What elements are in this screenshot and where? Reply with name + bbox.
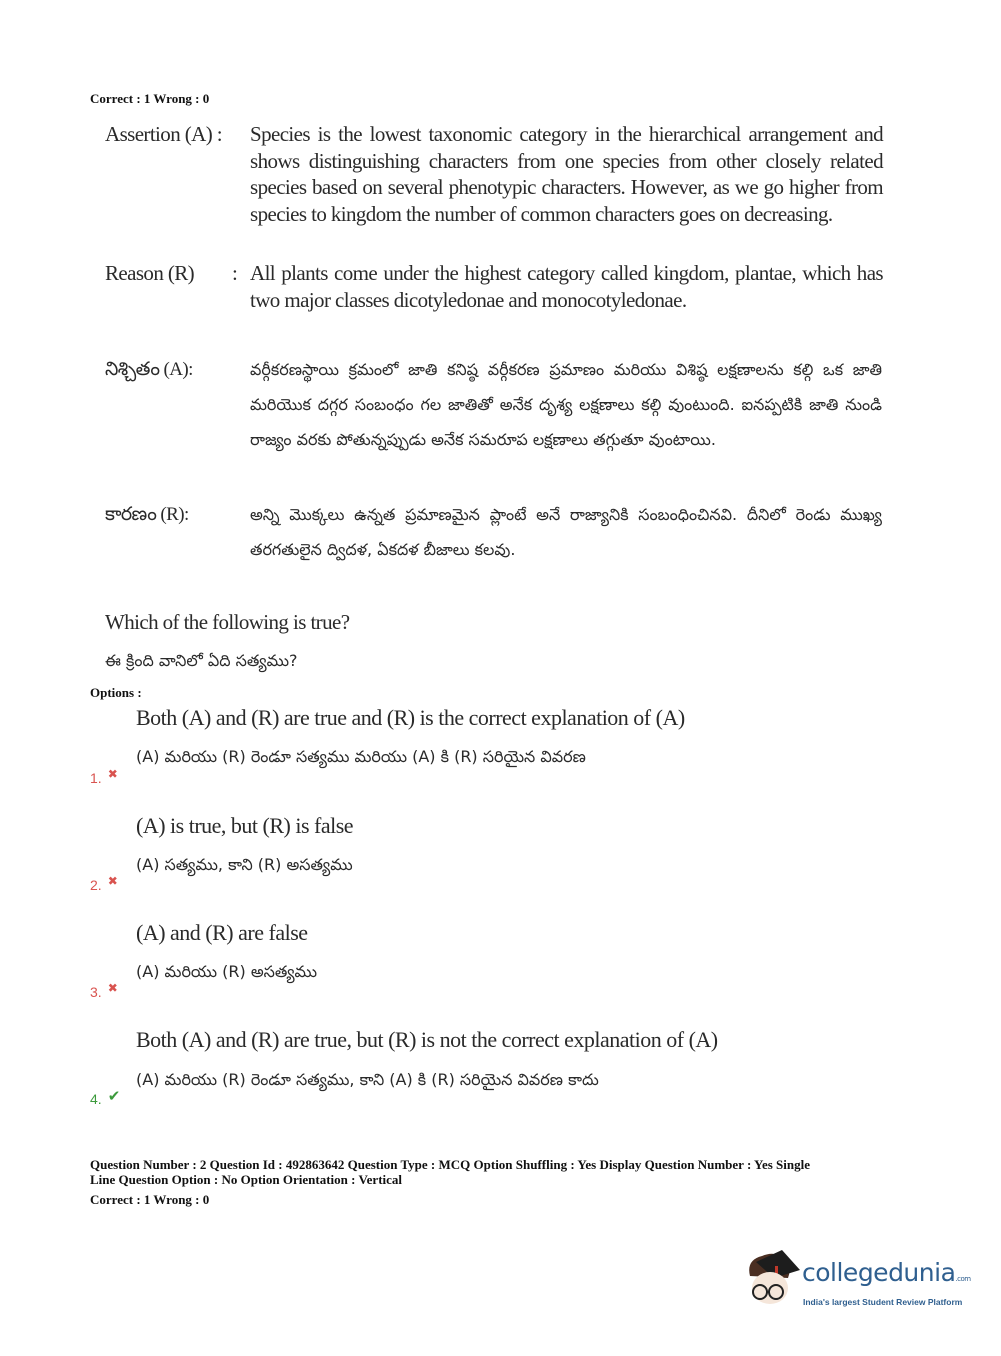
assertion-label-telugu: నిశ్చితం (A):: [105, 359, 193, 380]
mascot-icon: [742, 1248, 802, 1318]
option-text-telugu: (A) మరియు (R) అసత్యము: [136, 962, 318, 981]
option-number: 4. ✔: [90, 1088, 121, 1107]
question-metadata: [90, 1157, 810, 1187]
option-text: (A) is true, but (R) is false: [136, 813, 354, 838]
reason-colon: :: [232, 261, 238, 285]
question-prompt: Which of the following is true?: [105, 610, 350, 634]
reason-label-telugu: కారణం (R):: [105, 504, 189, 525]
reason-text: All plants come under the highest category called kingdom, plantae, which has two major classes dicotyledonae and monocotyledonae.: [250, 261, 883, 312]
collegedunia-logo: [742, 1248, 972, 1318]
correct-check-icon: ✔: [107, 1088, 121, 1105]
option-number: 3. ✖: [90, 981, 118, 1000]
assertion-text-telugu: వర్గీకరణస్థాయి క్రమంలో జాతి కనిష్ఠ వర్గీకరణ ప్రమాణం మరియు విశిష్ఠ లక్షణాలను కల్గి ఒక జాతి మరియొక దగ్గర సంబంధం గల జాతితో అనేక దృశ్య లక్షణాలు కల్గి వుంటుంది. ఐనప్పటికి జాతి నుండి రాజ్యం వరకు పోతున్నప్పుడు అనేక సమరూప లక్షణాలు తగ్గుతూ వుంటాయి.: [250, 360, 882, 449]
wrong-cross-icon: ✖: [107, 981, 118, 995]
option-text-telugu: (A) మరియు (R) రెండూ సత్యము, కాని (A) కి (R) సరియైన వివరణ కాదు: [136, 1070, 599, 1089]
score-header: Correct : 1 Wrong : 0: [90, 91, 210, 106]
assertion-text: Species is the lowest taxonomic category in the hierarchical arrangement and shows distinguishing characters from one species from other closely related species based on several phenotypic characters. However, as we go higher from species to kingdom the number of common characters goes on decreasing.: [250, 122, 883, 226]
wrong-cross-icon: ✖: [107, 767, 118, 781]
logo-tagline: India's largest Student Review Platform: [803, 1297, 963, 1307]
metadata-line-1: Question Number : 2 Question Id : 492863642 Question Type : MCQ Option Shuffling : Yes Display Question Number : Yes Single: [90, 1157, 811, 1172]
option-number: 2. ✖: [90, 874, 118, 893]
metadata-line-2: Line Question Option : No Option Orientation : Vertical: [90, 1172, 403, 1187]
option-text-telugu: (A) మరియు (R) రెండూ సత్యము మరియు (A) కి (R) సరియైన వివరణ: [136, 747, 586, 766]
option-text: (A) and (R) are false: [136, 920, 308, 945]
question-prompt-telugu: ఈ క్రింది వానిలో ఏది సత్యము?: [105, 651, 298, 670]
logo-suffix: .com: [955, 1275, 971, 1283]
option-number: 1. ✖: [90, 767, 118, 786]
option-text-telugu: (A) సత్యము, కాని (R) అసత్యము: [136, 855, 353, 874]
wrong-cross-icon: ✖: [107, 874, 118, 888]
assertion-label: Assertion (A) :: [105, 122, 222, 146]
option-text: Both (A) and (R) are true and (R) is the correct explanation of (A): [136, 705, 685, 730]
reason-label: Reason (R): [105, 261, 195, 285]
score-footer: Correct : 1 Wrong : 0: [90, 1192, 210, 1207]
reason-text-telugu: అన్ని మొక్కలు ఉన్నత ప్రమాణమైన ప్లాంటే అనే రాజ్యానికి సంబంధించినవి. దీనిలో రెండు ముఖ్య తరగతులైన ద్విదళ, ఏకదళ బీజాలు కలవు.: [250, 505, 882, 559]
options-label: Options :: [90, 685, 142, 700]
logo-name: collegedunia: [802, 1258, 956, 1287]
option-text: Both (A) and (R) are true, but (R) is not the correct explanation of (A): [136, 1027, 718, 1052]
